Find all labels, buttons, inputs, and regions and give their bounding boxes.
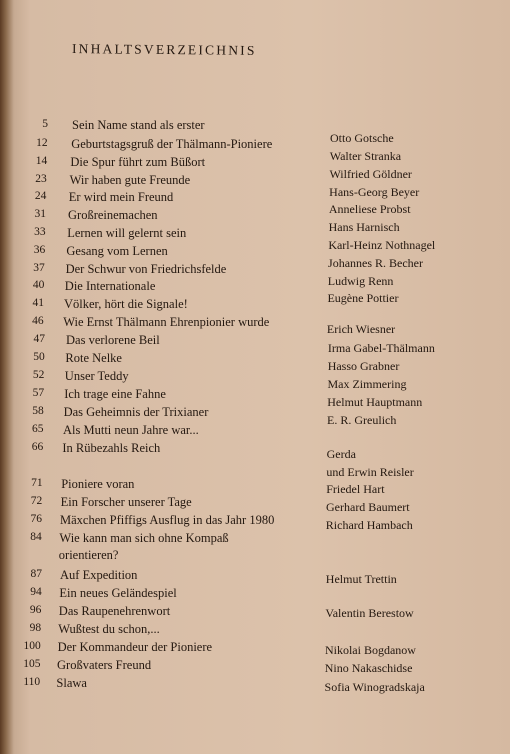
- toc-page-number: 94: [30, 586, 42, 598]
- toc-title: orientieren?: [58, 548, 119, 562]
- toc-page-number: 98: [29, 622, 42, 634]
- toc-author: Gerda: [326, 447, 356, 461]
- toc-title: Slawa: [56, 676, 87, 690]
- toc-author: Walter Stranka: [329, 149, 402, 163]
- toc-page-number: 72: [30, 495, 43, 507]
- toc-title: Unser Teddy: [64, 369, 129, 383]
- toc-title: Wie kann man sich ohne Kompaß: [59, 531, 229, 545]
- toc-page-number: 41: [32, 297, 44, 309]
- toc-page-number: 100: [23, 640, 41, 652]
- toc-author: Wilfried Göldner: [329, 167, 412, 181]
- toc-title: In Rübezahls Reich: [62, 441, 161, 455]
- toc-author: Helmut Hauptmann: [327, 395, 423, 409]
- toc-page-number: 12: [36, 137, 48, 149]
- toc-page-number: 87: [30, 568, 42, 580]
- toc-author: E. R. Greulich: [327, 413, 397, 427]
- toc-title: Das verlorene Beil: [66, 333, 160, 347]
- toc-page-number: 96: [29, 604, 42, 616]
- toc-page-number: 40: [32, 279, 45, 291]
- toc-author: Otto Gotsche: [330, 131, 394, 145]
- toc-author: Valentin Berestow: [325, 606, 414, 620]
- toc-page-number: 50: [33, 351, 45, 363]
- toc-page-number: 24: [34, 190, 47, 202]
- toc-page-number: 14: [35, 155, 48, 167]
- toc-title: Völker, hört die Signale!: [64, 297, 188, 311]
- toc-page-number: 47: [33, 333, 45, 345]
- toc-title: Mäxchen Pfiffigs Ausflug in das Jahr 1980: [60, 513, 275, 527]
- toc-title: Ich trage eine Fahne: [64, 387, 166, 401]
- toc-title: Als Mutti neun Jahre war...: [63, 423, 199, 437]
- toc-author: Richard Hambach: [325, 518, 413, 532]
- toc-page-number: 65: [32, 423, 44, 435]
- toc-title: Rote Nelke: [65, 351, 122, 365]
- toc-title: Sein Name stand als erster: [72, 118, 205, 132]
- toc-title: Ein Forscher unserer Tage: [60, 495, 192, 509]
- toc-title: Wußtest du schon,...: [58, 622, 160, 636]
- toc-author: Hasso Grabner: [327, 359, 400, 373]
- toc-title: Großreinemachen: [68, 208, 158, 222]
- toc-author: Nino Nakaschidse: [324, 661, 413, 675]
- toc-page-number: 57: [32, 387, 45, 399]
- toc-title: Das Raupenehrenwort: [58, 604, 171, 618]
- toc-page-number: 84: [30, 531, 42, 543]
- toc-author: Johannes R. Becher: [328, 256, 424, 270]
- toc-title: Ein neues Geländespiel: [59, 586, 177, 600]
- toc-author: Nikolai Bogdanow: [324, 643, 416, 657]
- toc-page-number: 37: [33, 262, 45, 274]
- toc-page-number: 66: [31, 441, 44, 453]
- toc-author: Helmut Trettin: [325, 572, 397, 586]
- toc-title: Wie Ernst Thälmann Ehrenpionier wurde: [63, 315, 270, 329]
- toc-page-number: 110: [23, 676, 41, 688]
- toc-author: Friedel Hart: [326, 482, 385, 496]
- toc-author: Hans Harnisch: [328, 220, 400, 234]
- toc-page-number: 52: [32, 369, 45, 381]
- toc-author: Ludwig Renn: [327, 274, 394, 288]
- toc-page-number: 23: [35, 173, 47, 185]
- toc-page-number: 31: [34, 208, 46, 220]
- toc-author: und Erwin Reisler: [326, 465, 414, 479]
- toc-author: Max Zimmering: [327, 377, 407, 391]
- toc-author: Irma Gabel-Thälmann: [327, 341, 435, 355]
- toc-title: Gesang vom Lernen: [66, 244, 168, 258]
- toc-title: Wir haben gute Freunde: [69, 173, 191, 187]
- toc-author: Erich Wiesner: [326, 322, 396, 336]
- toc-page-number: 58: [32, 405, 44, 417]
- toc-title: Die Spur führt zum Büßort: [70, 155, 206, 169]
- toc-author: Karl-Heinz Nothnagel: [328, 238, 436, 252]
- toc-title: Pioniere voran: [61, 477, 135, 491]
- toc-page-number: 36: [33, 244, 46, 256]
- toc-title: Geburtstagsgruß der Thälmann-Pioniere: [71, 137, 273, 151]
- toc-page-number: 71: [31, 477, 43, 489]
- toc-title: Großvaters Freund: [57, 658, 152, 672]
- toc-title: Das Geheimnis der Trixianer: [63, 405, 209, 419]
- toc-page-number: 5: [42, 118, 48, 130]
- toc-author: Anneliese Probst: [328, 202, 411, 216]
- toc-title: Auf Expedition: [60, 568, 138, 582]
- toc-page-number: 76: [30, 513, 42, 525]
- toc-author: Hans-Georg Beyer: [329, 185, 420, 199]
- toc-author: Gerhard Baumert: [326, 500, 410, 514]
- toc-title: Der Schwur von Friedrichsfelde: [65, 262, 227, 276]
- toc-page-number: 105: [23, 658, 41, 670]
- toc-title: Lernen will gelernt sein: [67, 226, 187, 240]
- toc-page-number: 46: [32, 315, 44, 327]
- toc-page-number: 33: [34, 226, 46, 238]
- toc-author: Eugène Pottier: [327, 291, 399, 305]
- toc-title: Er wird mein Freund: [68, 190, 174, 204]
- toc-title: Die Internationale: [64, 279, 156, 293]
- toc-title: Der Kommandeur der Pioniere: [57, 640, 213, 654]
- toc-heading: INHALTSVERZEICHNIS: [71, 41, 257, 58]
- toc-author: Sofia Winogradskaja: [324, 680, 425, 694]
